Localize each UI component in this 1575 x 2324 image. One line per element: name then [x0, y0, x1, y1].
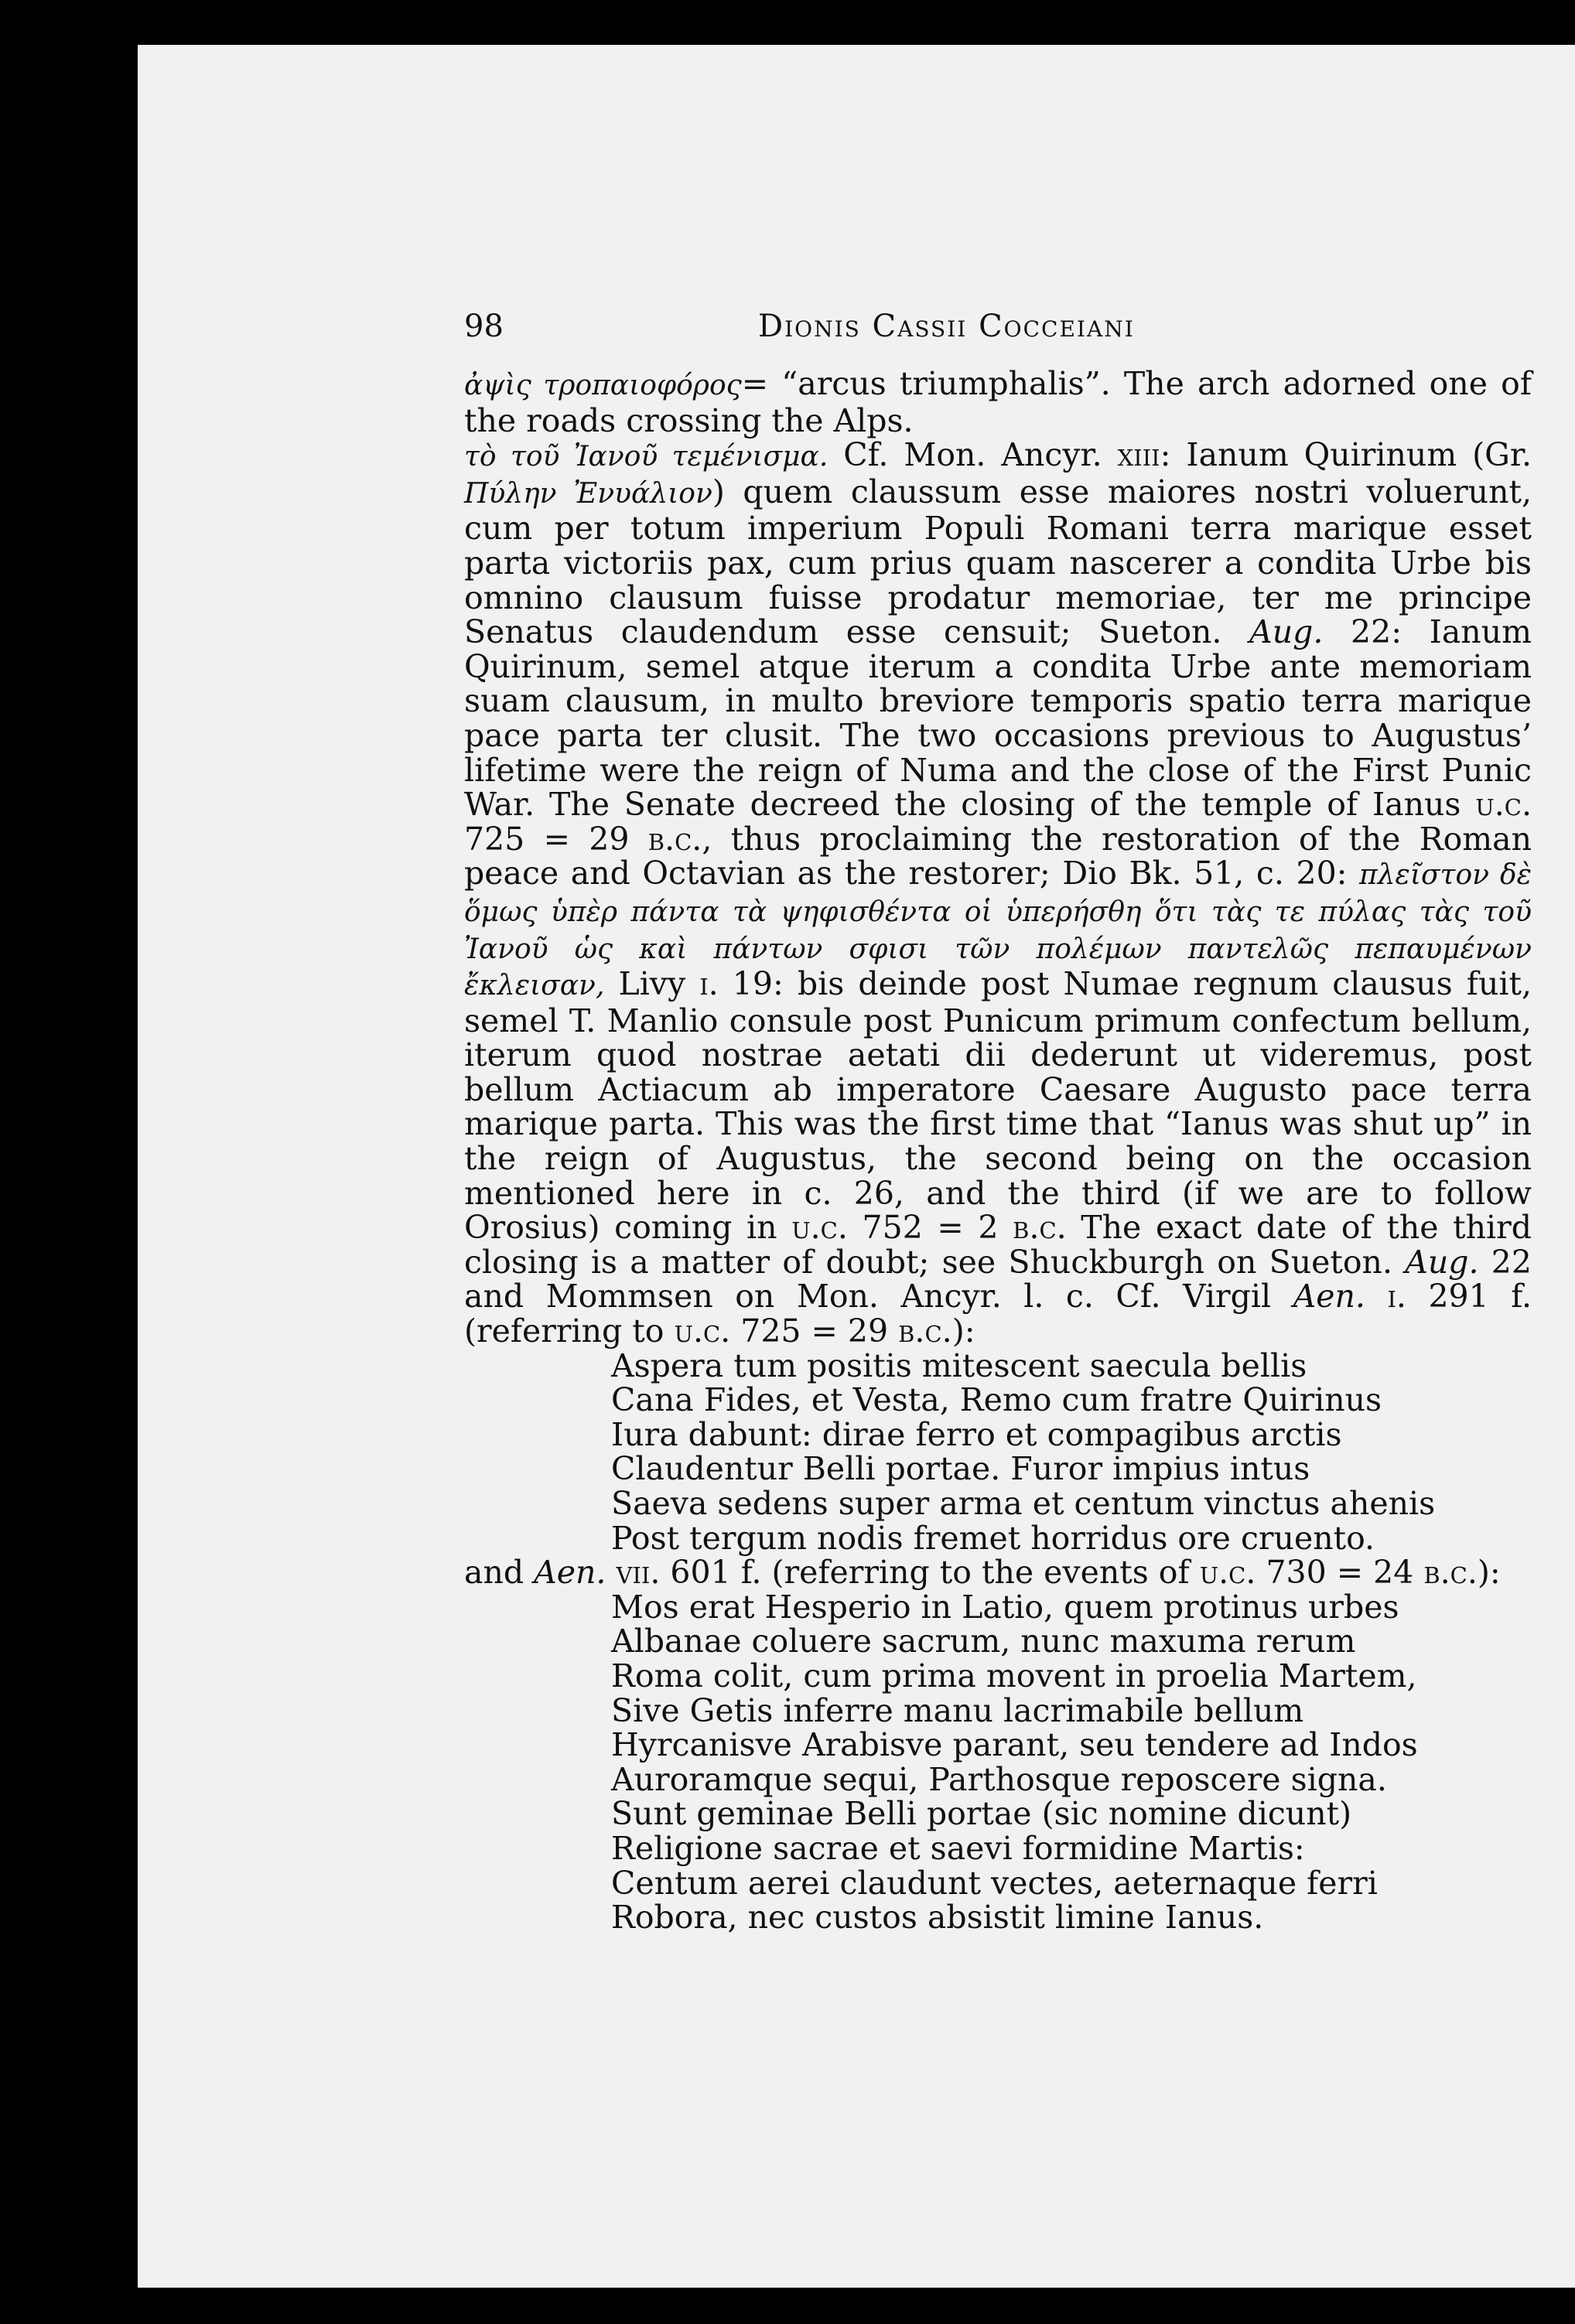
note-text: 752 = 2 [847, 1209, 1013, 1247]
verse-line: Hyrcanisve Arabisve parant, seu tendere ad Indos [611, 1726, 1418, 1764]
greek-lemma: τὸ τοῦ Ἰανοῦ τεμένισμα. [464, 441, 828, 473]
work-title: Aen. [534, 1554, 606, 1592]
note-text: ): [951, 1312, 975, 1350]
note-text: : Ianum Quirinum (Gr. [1160, 436, 1532, 474]
scan-border [0, 2288, 1575, 2324]
note-text: , thus proclaiming the restoration of the Roman peace and Octavian as the restorer; Dio Bk. 51, c. 20: [464, 820, 1532, 892]
verse-line: Sive Getis inferre manu lacrimabile bellum [611, 1691, 1304, 1729]
verse-line: Saeva sedens super arma et centum vinctus ahenis [611, 1485, 1436, 1522]
greek-lemma: ἀψὶς τροπαιοφόρος [464, 370, 742, 401]
era-abbrev: b.c. [1013, 1209, 1067, 1247]
note-text: 19: bis deinde post Numae regnum clausus fuit, semel T. Manlio consule post Punicum primum confectum bellum, iterum quod nostrae aetati dii dederunt ut videremus, post bellum Actiacum ab imperatore Caesare Augusto pace terra marique parta. This was the first time that “Ianus was shut up” in the reign of Augustus, the second being on the occasion mentioned here in c. 26, and the third (if we are to follow Orosius) coming in [464, 965, 1532, 1247]
note-text: 725 = 29 [464, 820, 648, 858]
work-title: Aug. [1405, 1243, 1479, 1281]
verse-line: Cana Fides, et Vesta, Remo cum fratre Quirinus [611, 1381, 1382, 1419]
verse-line: Sunt geminae Belli portae (sic nomine dicunt) [611, 1795, 1352, 1833]
verse-line: Aspera tum positis mitescent saecula bellis [611, 1346, 1307, 1384]
verse-line: Iura dabunt: dirae ferro et compagibus arctis [611, 1415, 1342, 1453]
note-text [606, 1554, 616, 1591]
note-text: ): [1477, 1554, 1501, 1592]
verse-line: Albanae coluere sacrum, nunc maxuma rerum [611, 1623, 1356, 1660]
roman-numeral: vii. [616, 1554, 661, 1592]
greek-quotation: πλεῖστον δὲ ὅμως ὑπὲρ πάντα τὰ ψηφισθέντα οἱ ὑπερήσθη ὅτι τὰς τε πύλας τὰς τοῦ Ἰανοῦ ὡς καὶ πάντων σφισι τῶν πολέμων παντελῶς πεπαυμένων ἔκλεισαν, [464, 859, 1532, 1002]
note-text: 22 and Mommsen on Mon. Ancyr. l. c. Cf. Virgil [464, 1243, 1532, 1316]
note-text: ) quem claussum esse maiores nostri voluerunt, cum per totum imperium Populi Romani terra marique esset parta victoriis pax, cum prius quam nascerer a condita Urbe bis omnino clausum fuisse prodatur memoriae, ter me principe Senatus claudendum esse censuit; Sueton. [464, 473, 1532, 651]
note-text: 601 f. (referring to the events of [660, 1554, 1200, 1592]
era-abbrev: u.c. [674, 1312, 731, 1350]
note-aeneid-7-intro [464, 1555, 1532, 1590]
note-text: The exact date of the third closing is a matter of doubt; see Shuckburgh on Sueton. [464, 1209, 1532, 1281]
verse-line: Robora, nec custos absistit limine Ianus. [611, 1899, 1264, 1937]
running-head [464, 302, 1532, 351]
roman-numeral: i. [1387, 1278, 1406, 1316]
roman-numeral: i. [699, 965, 719, 1003]
verse-line: Mos erat Hesperio in Latio, quem protinus urbes [611, 1588, 1399, 1626]
era-abbrev: b.c. [647, 820, 702, 858]
note-arch [464, 367, 1532, 438]
era-abbrev: u.c. [1199, 1554, 1256, 1592]
note-text: Cf. Mon. Ancyr. [828, 436, 1118, 474]
verse-quotation-aeneid-1 [611, 1346, 1532, 1557]
running-title: Dionis Cassii Cocceiani [758, 309, 1135, 344]
greek-phrase: Πύλην Ἐνυάλιον [464, 477, 712, 510]
note-text: = “arcus triumphalis”. The arch adorned one of the roads crossing the Alps. [464, 365, 1532, 439]
note-text: 22: Ianum Quirinum, semel atque iterum a condita Urbe ante memoriam suam clausum, in multo breviore temporis spatio terra marique pace parta ter clusit. The two occasions previous to Augustus’ lifetime were the reign of Numa and the close of the First Punic War. The Senate decreed the closing of the temple of Ianus [464, 613, 1532, 824]
work-title: Aen. [1293, 1278, 1365, 1316]
page-number: 98 [464, 309, 504, 344]
verse-line: Claudentur Belli portae. Furor impius intus [611, 1450, 1310, 1488]
verse-line: Religione sacrae et saevi formidine Martis: [611, 1829, 1305, 1867]
verse-line: Auroramque sequi, Parthosque reposcere signa. [611, 1760, 1387, 1798]
era-abbrev: u.c. [1475, 786, 1532, 824]
note-text: 725 = 29 [730, 1312, 899, 1350]
note-text [1365, 1278, 1388, 1315]
verse-line: Post tergum nodis fremet horridus ore cruento. [611, 1519, 1375, 1557]
verse-line: Centum aerei claudunt vectes, aeternaque ferri [611, 1864, 1378, 1902]
note-temple-of-ianus [464, 438, 1532, 1348]
note-text: 291 f. (referring to [464, 1278, 1532, 1350]
note-text: Livy [604, 965, 700, 1003]
verse-line: Roma colit, cum prima movent in proelia Martem, [611, 1657, 1417, 1694]
work-title: Aug. [1249, 613, 1324, 651]
note-text: 730 = 24 [1256, 1554, 1424, 1592]
page-content [464, 302, 1532, 1935]
note-text: and [464, 1554, 535, 1592]
era-abbrev: b.c. [1423, 1554, 1478, 1592]
era-abbrev: b.c. [898, 1312, 952, 1350]
era-abbrev: u.c. [791, 1209, 848, 1247]
roman-numeral: xiii [1117, 436, 1160, 474]
verse-quotation-aeneid-7 [611, 1590, 1532, 1935]
